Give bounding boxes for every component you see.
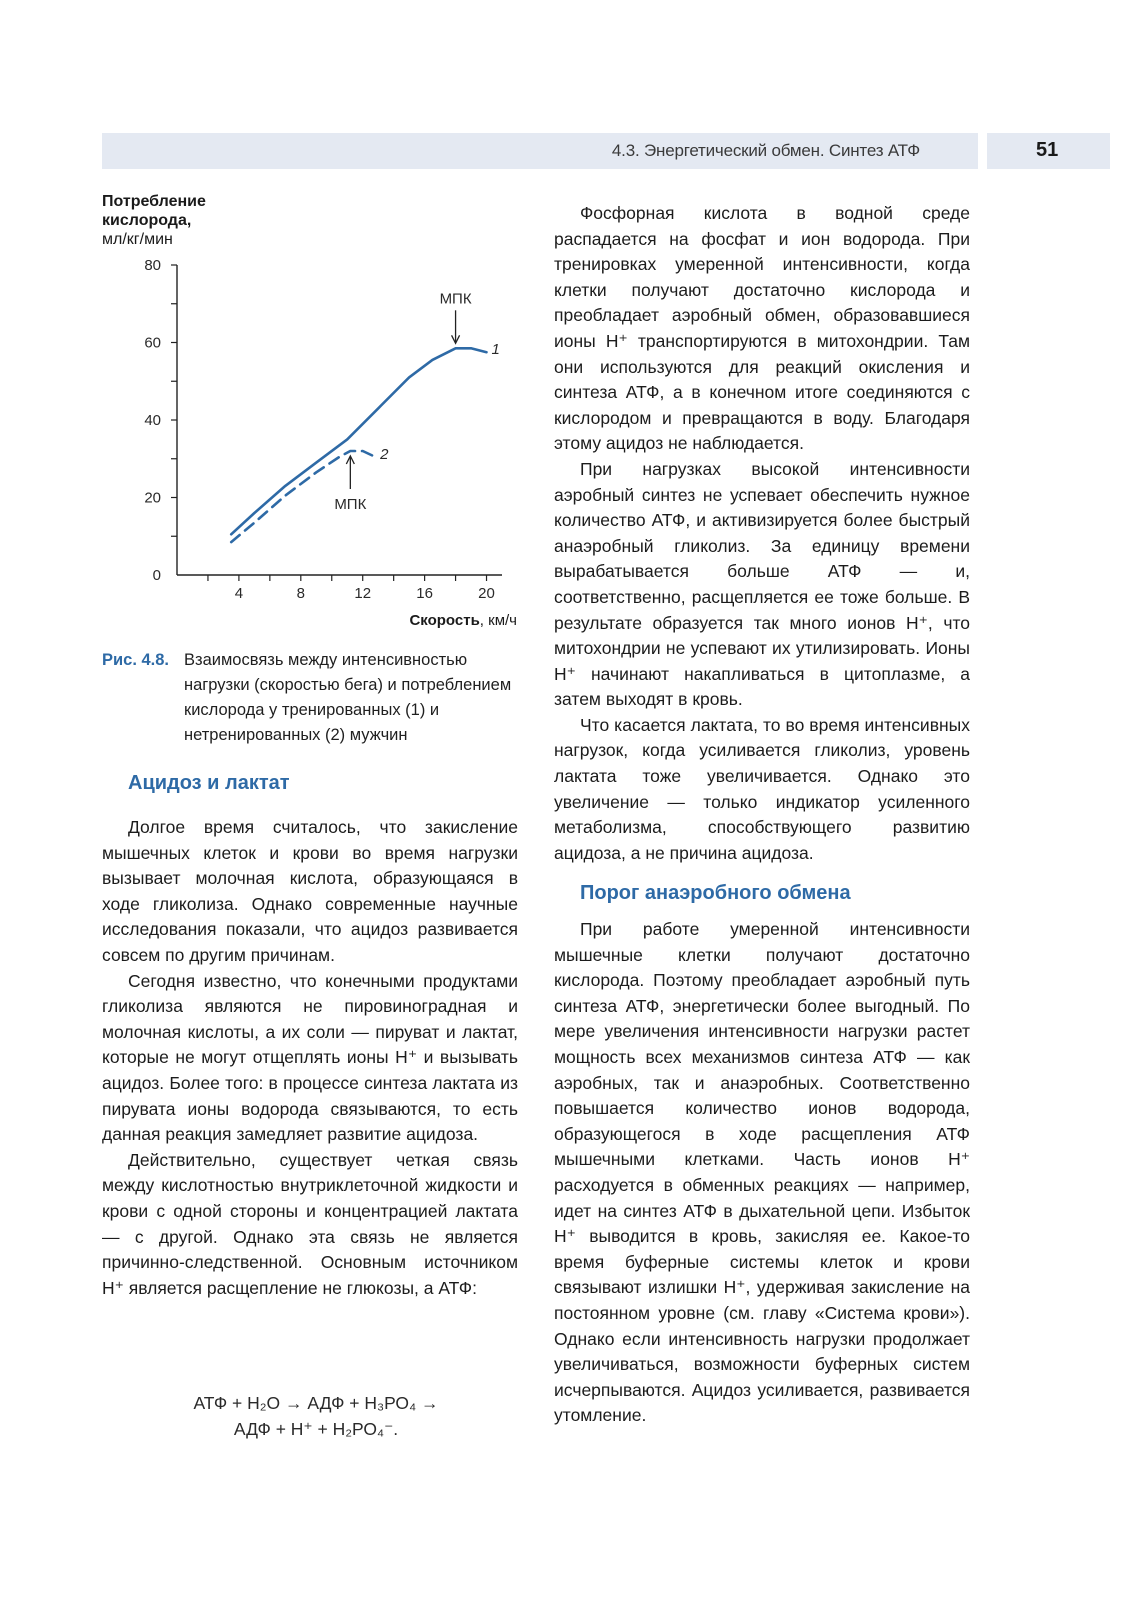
caption-text: Взаимосвязь между интенсивностью нагрузки (скоростью бега) и потреблением кислорода у тренированных (1) и нетренированных (2) мужчин: [184, 651, 512, 744]
paragraph: Что касается лактата, то во время интенсивных нагрузок, когда усиливается гликолиз, уровень лактата тоже увеличивается. Однако это увеличение — только индикатор усиленного метаболизма, способствующего развитию ацидоза, а не причина ацидоза.: [554, 714, 970, 863]
paragraph: Действительно, существует четкая связь между кислотностью внутриклеточной жидкости и крови с одной стороны и концентрацией лактата — с другой. Однако эта связь не является причинно-следственной. Основным источником Н⁺ является расщепление не глюкозы, а АТФ:: [102, 1149, 518, 1298]
paragraph: При работе умеренной интенсивности мышечные клетки получают достаточно кислорода. Поэтому преобладает аэробный путь синтеза АТФ, энергетически более выгодный. По мере увеличения интенсивности нагрузки растет мощность всех механизмов синтеза АТФ — как аэробных, так и анаэробных. Соответственно повышается количество ионов водорода, образующегося в ходе расщепления АТФ мышечными клетками. Часть ионов Н⁺ расходуется в обменных реакциях — например, идет на синтез АТФ в дыхательной цепи. Избыток Н⁺ выводится в кровь, закисляя ее. Какое-то время буферные системы клеток и крови связывают излишки Н⁺, удерживая закисление на постоянном уровне (см. главу «Система крови»). Однако если интенсивность нагрузки продолжает увеличиваться, возможности буферных систем исчерпываются. Ацидоз усиливается, развивается утомление.: [554, 919, 970, 1426]
annotation-label: МПК: [334, 496, 367, 513]
y-tick-label: 0: [152, 567, 161, 584]
paragraph: Долгое время считалось, что закисление мышечных клеток и крови во время нагрузки вызывает молочная кислота, образующаяся в ходе гликолиза. Однако современные научные исследования показали, что ацидоз развивается совсем по другим причинам.: [102, 817, 518, 965]
running-header: [102, 133, 978, 169]
chart-plot: [100, 190, 540, 640]
caption-label: Рис. 4.8.: [102, 651, 170, 669]
y-tick-label: 80: [144, 257, 161, 274]
chemical-formula: [100, 1390, 532, 1442]
paragraph: Сегодня известно, что конечными продуктами гликолиза являются не пировиноградная и молочная кислоты, а их соли — пируват и лактат, которые не могут отщеплять ионы Н⁺ и вызывать ацидоз. Более того: в процессе синтеза лактата из пирувата ионы водорода связываются, то есть данная реакция замедляет развитие ацидоза.: [102, 970, 518, 1145]
y-axis-label-line2: кислорода,: [102, 212, 192, 229]
page-number-box: [987, 133, 1110, 169]
section-title: 4.3. Энергетический обмен. Синтез АТФ: [611, 141, 920, 160]
x-axis-label: [409, 612, 517, 629]
formula-line-2: АДФ + Н⁺ + Н₂РО₄⁻.: [233, 1419, 399, 1439]
heading-acidosis-lactate: Ацидоз и лактат: [128, 772, 290, 794]
y-axis-label-line1: Потребление: [102, 193, 206, 210]
y-axis-units: мл/кг/мин: [102, 231, 173, 248]
series-label-1: 1: [491, 341, 500, 359]
left-column-text: [102, 815, 518, 1301]
heading-anaerobic-threshold: Порог анаэробного обмена: [580, 882, 851, 904]
right-column-text-bottom: [554, 917, 970, 1429]
y-tick-label: 40: [144, 412, 161, 429]
right-column-text-top: [554, 201, 970, 866]
x-tick-label: 16: [416, 585, 433, 602]
oxygen-consumption-chart: [100, 190, 540, 640]
y-tick-label: 20: [144, 489, 161, 507]
x-axis-label-units: , км/ч: [479, 612, 517, 629]
paragraph: При нагрузках высокой интенсивности аэробный синтез не успевает обеспечить нужное количество АТФ, и активизируется более быстрый анаэробный гликолиз. За единицу времени вырабатывается больше АТФ — и, соответственно, расщепляется ее тоже больше. В результате образуется так много ионов Н⁺, что митохондрии не успевают их утилизировать. Ионы Н⁺ начинают накапливаться в цитоплазме, а затем выходят в кровь.: [554, 458, 970, 710]
y-tick-label: 60: [144, 334, 161, 352]
x-tick-label: 12: [354, 585, 372, 602]
formula-line-1: АТФ + Н₂О → АДФ + Н₃РО₄ →: [193, 1393, 439, 1413]
x-axis-label-main: Скорость: [409, 612, 480, 629]
x-tick-label: 4: [234, 585, 244, 602]
annotation-label: МПК: [439, 290, 472, 308]
x-tick-label: 8: [296, 585, 305, 602]
paragraph: Фосфорная кислота в водной среде распадается на фосфат и ион водорода. При тренировках умеренной интенсивности, когда клетки получают достаточно кислорода и преобладает аэробный обмен, образовавшиеся ионы Н⁺ транспортируются в митохондрии. Там они используются для реакций окисления и синтеза АТФ, а в конечном итоге соединяются с кислородом и превращаются в воду. Благодаря этому ацидоз не наблюдается.: [554, 203, 970, 454]
x-tick-label: 20: [478, 585, 495, 602]
page-number: 51: [1036, 139, 1059, 161]
series-label-2: 2: [380, 445, 389, 463]
